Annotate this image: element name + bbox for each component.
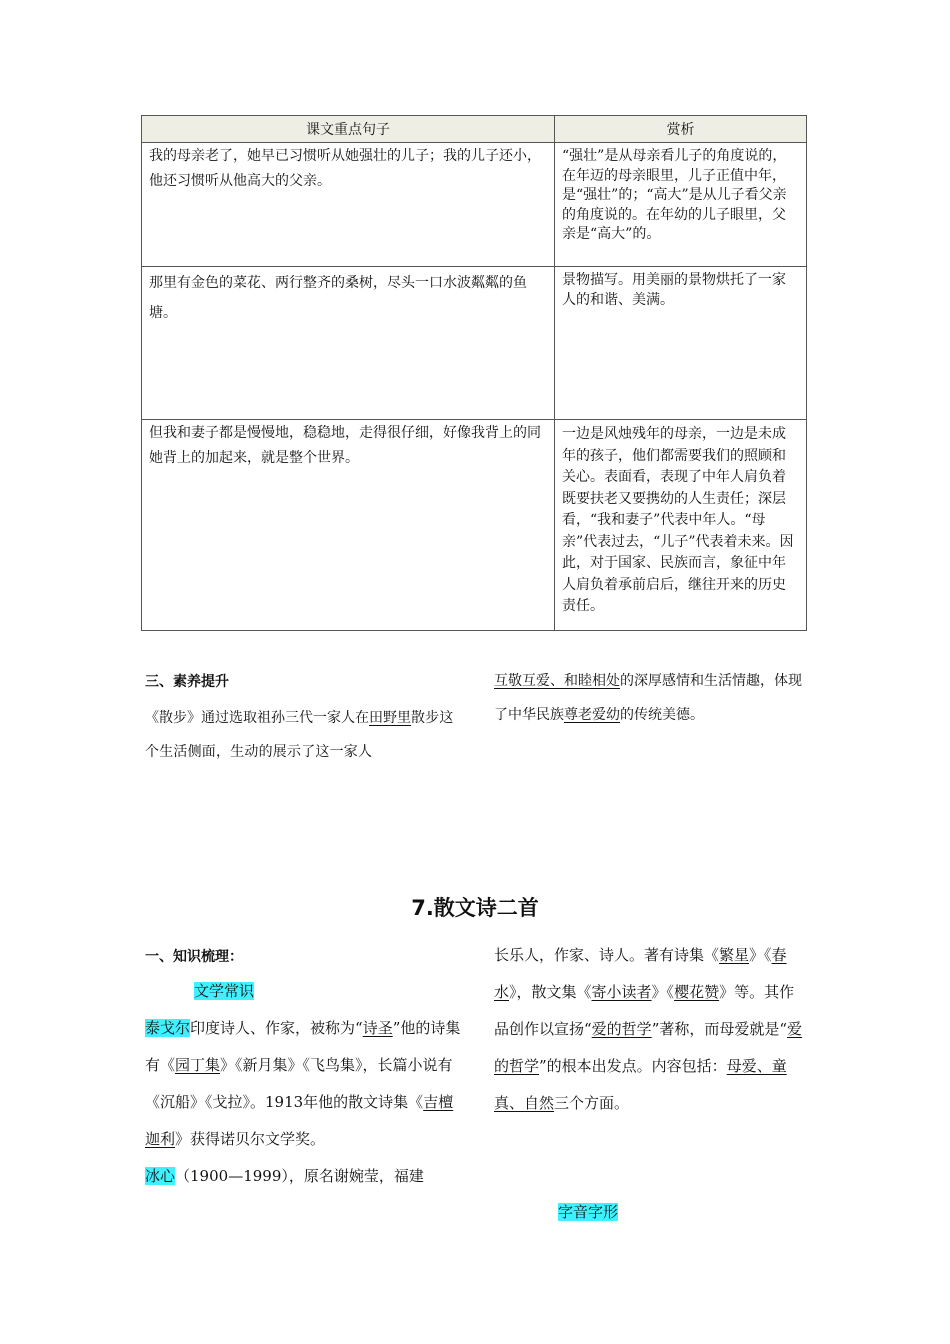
text-span: 》《新月集》《飞鸟集》，长篇小说有《沉船》《戈拉》。1913年他的散文诗集《: [145, 1056, 453, 1111]
highlight-label: 文学常识: [194, 982, 255, 1000]
highlight-name: 泰戈尔: [145, 1019, 191, 1037]
tagore-paragraph: [145, 1010, 461, 1158]
table-cell-sentence: 那里有金色的菜花、两行整齐的桑树，尽头一口水波粼粼的鱼塘。: [142, 267, 555, 420]
text-span: ”著称，而母爱就是“: [651, 1020, 788, 1038]
tagore-block: [145, 1010, 461, 1195]
underlined-text: 繁星: [719, 946, 750, 964]
bingxin-block: [494, 937, 808, 1122]
text-span: 长乐人，作家、诗人。著有诗集《: [494, 946, 720, 964]
underlined-text: 诗圣: [362, 1019, 393, 1037]
text-span: 三个方面。: [554, 1094, 630, 1112]
text-span: 》等。其作品创作以宣扬“: [494, 983, 795, 1038]
text-span: ”的根本出发点。内容包括：: [539, 1057, 727, 1075]
key-sentence-table: [141, 115, 807, 631]
underlined-text: 田野里: [369, 710, 411, 726]
text-span: 》《: [749, 946, 772, 964]
underlined-text: 爱的哲学: [591, 1020, 652, 1038]
underlined-text: 樱花赞: [674, 983, 720, 1001]
section-title-literacy: 三、素养提升: [145, 674, 229, 690]
table-cell-sentence: 但我和妻子都是慢慢地，稳稳地，走得很仔细，好像我背上的同她背上的加起来，就是整个世界。: [142, 420, 555, 631]
bingxin-paragraph-cont: [494, 937, 808, 1122]
literacy-paragraph: [145, 701, 459, 769]
underlined-text: 母爱、童真、自然: [494, 1057, 787, 1112]
underlined-text: 互敬互爱、和睦相处: [494, 673, 620, 689]
table-cell-sentence: 我的母亲老了，她早已习惯听从她强壮的儿子；我的儿子还小，他还习惯听从他高大的父亲。: [142, 143, 555, 267]
table-cell-analysis: 景物描写。用美丽的景物烘托了一家人的和谐、美满。: [555, 267, 807, 420]
text-span: 》获得诺贝尔文学奖。: [175, 1130, 326, 1148]
text-span: 印度诗人、作家，被称为“: [190, 1019, 363, 1037]
section-title-knowledge: 一、知识梳理：: [145, 949, 243, 965]
text-span: 》，散文集《: [509, 983, 592, 1001]
text-span: 散步这个生活侧面，生动的展示了这一家人: [145, 710, 454, 760]
highlight-label: 字音字形: [558, 1203, 619, 1221]
text-span: 的传统美德。: [620, 707, 704, 723]
underlined-text: 尊老爱幼: [564, 707, 620, 723]
table-row: [142, 143, 807, 267]
table-row: [142, 420, 807, 631]
highlight-name: 冰心: [145, 1167, 176, 1185]
table-header-sentence: 课文重点句子: [142, 116, 555, 143]
tag-pronunciation: [558, 1201, 618, 1222]
chapter-title: 7.散文诗二首: [411, 896, 539, 920]
text-span: 《散步》通过选取祖孙三代一家人在: [145, 710, 369, 726]
underlined-text: 爱的哲学: [494, 1020, 803, 1075]
section-literacy-left: [145, 701, 459, 769]
underlined-text: 寄小读者: [591, 983, 652, 1001]
text-span: （1900—1999），原名谢婉莹，福建: [175, 1167, 424, 1185]
tag-literature: [194, 980, 254, 1001]
table-row: [142, 267, 807, 420]
underlined-text: 吉檀迦利: [145, 1093, 454, 1148]
table-cell-analysis: “强壮”是从母亲看儿子的角度说的，在年迈的母亲眼里，儿子正值中年，是“强壮”的；“高大”是从儿子看父亲的角度说的。在年幼的儿子眼里，父亲是“高大”的。: [555, 143, 807, 267]
underlined-text: 春水: [494, 946, 787, 1001]
text-span: 》《: [651, 983, 675, 1001]
bingxin-paragraph: [145, 1158, 461, 1195]
underlined-text: 园丁集: [175, 1056, 221, 1074]
text-span: 的深厚感情和生活情趣，体现了中华民族: [494, 673, 802, 723]
text-span: ”他的诗集有《: [145, 1019, 461, 1074]
table-cell-analysis: 一边是风烛残年的母亲，一边是未成年的孩子，他们都需要我们的照顾和关心。表面看，表现了中年人肩负着既要扶老又要携幼的人生责任；深层看，“我和妻子”代表中年人。“母亲”代表过去，“儿子”代表着未来。因此，对于国家、民族而言，象征中年人肩负着承前启后，继往开来的历史责任。: [555, 420, 807, 631]
section-literacy-right: [494, 664, 808, 732]
literacy-paragraph-cont: [494, 664, 808, 732]
table-header-row: [142, 116, 807, 143]
table-header-analysis: 赏析: [555, 116, 807, 143]
